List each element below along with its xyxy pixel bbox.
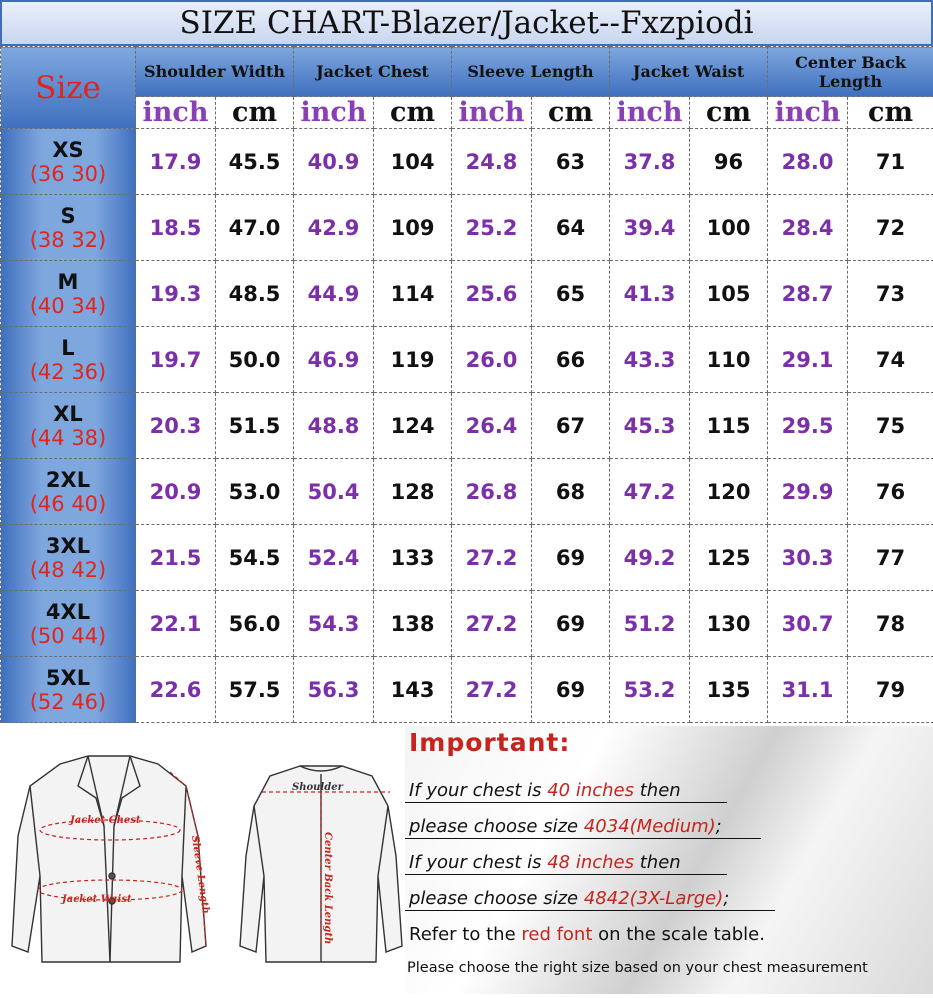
note-highlight: 48 inches bbox=[547, 852, 634, 873]
note-text: ; bbox=[716, 816, 722, 837]
unit-cm: cm bbox=[848, 97, 933, 129]
size-name: M bbox=[1, 270, 135, 294]
value-cm: 69 bbox=[532, 657, 610, 723]
size-label bbox=[1, 195, 136, 261]
value-inch: 22.6 bbox=[136, 657, 216, 723]
bottom-section bbox=[0, 726, 933, 994]
value-inch: 50.4 bbox=[294, 459, 374, 525]
size-label bbox=[1, 393, 136, 459]
unit-cm: cm bbox=[532, 97, 610, 129]
unit-cm: cm bbox=[690, 97, 768, 129]
value-inch: 29.9 bbox=[768, 459, 848, 525]
col-header-center-back-length: Center Back Length bbox=[768, 47, 933, 97]
label-jacket-waist: Jacket Waist bbox=[60, 894, 132, 905]
value-cm: 66 bbox=[532, 327, 610, 393]
unit-inch: inch bbox=[136, 97, 216, 129]
value-inch: 31.1 bbox=[768, 657, 848, 723]
table-row bbox=[1, 129, 933, 195]
size-alt: (50 44) bbox=[1, 624, 135, 648]
value-cm: 120 bbox=[690, 459, 768, 525]
label-shoulder: Shoulder bbox=[292, 782, 344, 793]
value-cm: 48.5 bbox=[216, 261, 294, 327]
value-cm: 78 bbox=[848, 591, 933, 657]
value-inch: 51.2 bbox=[610, 591, 690, 657]
table-row bbox=[1, 393, 933, 459]
table-row bbox=[1, 591, 933, 657]
size-name: S bbox=[1, 204, 135, 228]
table-row bbox=[1, 261, 933, 327]
value-inch: 52.4 bbox=[294, 525, 374, 591]
header-row bbox=[1, 47, 933, 97]
note-text: please choose size bbox=[409, 888, 584, 909]
value-inch: 39.4 bbox=[610, 195, 690, 261]
note-text: please choose size bbox=[409, 816, 584, 837]
value-cm: 119 bbox=[374, 327, 452, 393]
value-inch: 28.7 bbox=[768, 261, 848, 327]
value-inch: 30.3 bbox=[768, 525, 848, 591]
col-header-shoulder-width: Shoulder Width bbox=[136, 47, 294, 97]
jacket-illustration bbox=[0, 726, 405, 994]
size-name: 3XL bbox=[1, 534, 135, 558]
value-inch: 24.8 bbox=[452, 129, 532, 195]
size-alt: (44 38) bbox=[1, 426, 135, 450]
value-cm: 77 bbox=[848, 525, 933, 591]
underline bbox=[405, 910, 775, 911]
value-cm: 67 bbox=[532, 393, 610, 459]
value-inch: 48.8 bbox=[294, 393, 374, 459]
value-inch: 27.2 bbox=[452, 591, 532, 657]
value-inch: 28.4 bbox=[768, 195, 848, 261]
note-text: then bbox=[634, 852, 681, 873]
value-cm: 72 bbox=[848, 195, 933, 261]
value-cm: 128 bbox=[374, 459, 452, 525]
note-highlight: 40 inches bbox=[547, 780, 634, 801]
note-line-5 bbox=[409, 924, 765, 945]
value-cm: 109 bbox=[374, 195, 452, 261]
value-inch: 54.3 bbox=[294, 591, 374, 657]
value-cm: 133 bbox=[374, 525, 452, 591]
value-inch: 26.8 bbox=[452, 459, 532, 525]
value-inch: 26.0 bbox=[452, 327, 532, 393]
value-inch: 22.1 bbox=[136, 591, 216, 657]
size-name: 2XL bbox=[1, 468, 135, 492]
note-highlight: 4842(3X-Large) bbox=[584, 888, 723, 909]
size-alt: (46 40) bbox=[1, 492, 135, 516]
col-header-sleeve-length: Sleeve Length bbox=[452, 47, 610, 97]
value-cm: 51.5 bbox=[216, 393, 294, 459]
label-center-back-length: Center Back Length bbox=[322, 832, 333, 944]
note-text: on the scale table. bbox=[592, 924, 765, 945]
unit-inch: inch bbox=[610, 97, 690, 129]
size-name: L bbox=[1, 336, 135, 360]
note-text: ; bbox=[723, 888, 729, 909]
size-label bbox=[1, 261, 136, 327]
value-inch: 20.3 bbox=[136, 393, 216, 459]
value-inch: 19.7 bbox=[136, 327, 216, 393]
size-name: 4XL bbox=[1, 600, 135, 624]
label-sleeve-length: Sleeve Length bbox=[189, 835, 211, 915]
note-line-2 bbox=[409, 816, 722, 837]
size-label bbox=[1, 591, 136, 657]
value-inch: 27.2 bbox=[452, 525, 532, 591]
value-cm: 64 bbox=[532, 195, 610, 261]
important-heading: Important: bbox=[409, 728, 570, 757]
value-inch: 20.9 bbox=[136, 459, 216, 525]
value-inch: 40.9 bbox=[294, 129, 374, 195]
size-alt: (36 30) bbox=[1, 162, 135, 186]
value-inch: 28.0 bbox=[768, 129, 848, 195]
value-cm: 100 bbox=[690, 195, 768, 261]
note-text: Refer to the bbox=[409, 924, 521, 945]
unit-inch: inch bbox=[452, 97, 532, 129]
value-cm: 65 bbox=[532, 261, 610, 327]
size-label bbox=[1, 525, 136, 591]
underline bbox=[405, 802, 727, 803]
value-cm: 143 bbox=[374, 657, 452, 723]
value-cm: 54.5 bbox=[216, 525, 294, 591]
value-cm: 104 bbox=[374, 129, 452, 195]
value-inch: 37.8 bbox=[610, 129, 690, 195]
front-jacket-icon bbox=[12, 756, 206, 962]
col-header-jacket-waist: Jacket Waist bbox=[610, 47, 768, 97]
note-text: If your chest is bbox=[409, 852, 547, 873]
unit-inch: inch bbox=[768, 97, 848, 129]
table-row bbox=[1, 459, 933, 525]
value-inch: 46.9 bbox=[294, 327, 374, 393]
note-line-3 bbox=[409, 852, 681, 873]
note-highlight: 4034(Medium) bbox=[584, 816, 716, 837]
table-row bbox=[1, 525, 933, 591]
value-inch: 18.5 bbox=[136, 195, 216, 261]
value-inch: 17.9 bbox=[136, 129, 216, 195]
note-line-1 bbox=[409, 780, 681, 801]
value-cm: 135 bbox=[690, 657, 768, 723]
value-cm: 69 bbox=[532, 591, 610, 657]
value-cm: 130 bbox=[690, 591, 768, 657]
value-cm: 73 bbox=[848, 261, 933, 327]
chart-title: SIZE CHART-Blazer/Jacket--Fxzpiodi bbox=[0, 0, 933, 46]
value-cm: 56.0 bbox=[216, 591, 294, 657]
value-cm: 96 bbox=[690, 129, 768, 195]
underline bbox=[405, 874, 727, 875]
size-alt: (42 36) bbox=[1, 360, 135, 384]
value-cm: 68 bbox=[532, 459, 610, 525]
value-inch: 43.3 bbox=[610, 327, 690, 393]
jacket-diagram bbox=[0, 726, 405, 994]
value-inch: 30.7 bbox=[768, 591, 848, 657]
value-inch: 47.2 bbox=[610, 459, 690, 525]
value-inch: 21.5 bbox=[136, 525, 216, 591]
note-highlight: red font bbox=[521, 924, 592, 945]
col-header-jacket-chest: Jacket Chest bbox=[294, 47, 452, 97]
value-inch: 53.2 bbox=[610, 657, 690, 723]
value-cm: 71 bbox=[848, 129, 933, 195]
value-cm: 50.0 bbox=[216, 327, 294, 393]
value-cm: 63 bbox=[532, 129, 610, 195]
note-line-6: Please choose the right size based on your chest measurement bbox=[407, 960, 868, 976]
value-cm: 138 bbox=[374, 591, 452, 657]
size-alt: (48 42) bbox=[1, 558, 135, 582]
size-label bbox=[1, 459, 136, 525]
size-header: Size bbox=[1, 47, 136, 129]
note-text: If your chest is bbox=[409, 780, 547, 801]
size-alt: (40 34) bbox=[1, 294, 135, 318]
size-label bbox=[1, 327, 136, 393]
value-cm: 125 bbox=[690, 525, 768, 591]
value-cm: 45.5 bbox=[216, 129, 294, 195]
value-inch: 49.2 bbox=[610, 525, 690, 591]
size-name: 5XL bbox=[1, 666, 135, 690]
value-inch: 44.9 bbox=[294, 261, 374, 327]
note-text: then bbox=[634, 780, 681, 801]
size-alt: (38 32) bbox=[1, 228, 135, 252]
size-name: XL bbox=[1, 402, 135, 426]
size-alt: (52 46) bbox=[1, 690, 135, 714]
value-cm: 124 bbox=[374, 393, 452, 459]
value-cm: 114 bbox=[374, 261, 452, 327]
unit-cm: cm bbox=[216, 97, 294, 129]
value-inch: 27.2 bbox=[452, 657, 532, 723]
size-name: XS bbox=[1, 138, 135, 162]
value-inch: 29.5 bbox=[768, 393, 848, 459]
value-inch: 42.9 bbox=[294, 195, 374, 261]
size-table bbox=[0, 46, 933, 723]
value-cm: 74 bbox=[848, 327, 933, 393]
value-cm: 57.5 bbox=[216, 657, 294, 723]
value-cm: 76 bbox=[848, 459, 933, 525]
unit-row bbox=[1, 97, 933, 129]
important-notes bbox=[405, 726, 933, 994]
value-cm: 53.0 bbox=[216, 459, 294, 525]
size-label bbox=[1, 657, 136, 723]
value-inch: 45.3 bbox=[610, 393, 690, 459]
value-inch: 26.4 bbox=[452, 393, 532, 459]
label-jacket-chest: Jacket Chest bbox=[68, 815, 141, 826]
value-inch: 41.3 bbox=[610, 261, 690, 327]
value-cm: 110 bbox=[690, 327, 768, 393]
value-cm: 69 bbox=[532, 525, 610, 591]
unit-inch: inch bbox=[294, 97, 374, 129]
value-cm: 47.0 bbox=[216, 195, 294, 261]
table-row bbox=[1, 195, 933, 261]
value-cm: 75 bbox=[848, 393, 933, 459]
underline bbox=[405, 838, 761, 839]
table-row bbox=[1, 657, 933, 723]
value-inch: 19.3 bbox=[136, 261, 216, 327]
value-inch: 29.1 bbox=[768, 327, 848, 393]
value-cm: 105 bbox=[690, 261, 768, 327]
value-inch: 56.3 bbox=[294, 657, 374, 723]
value-inch: 25.2 bbox=[452, 195, 532, 261]
value-cm: 115 bbox=[690, 393, 768, 459]
table-row bbox=[1, 327, 933, 393]
value-inch: 25.6 bbox=[452, 261, 532, 327]
unit-cm: cm bbox=[374, 97, 452, 129]
note-line-4 bbox=[409, 888, 729, 909]
size-label bbox=[1, 129, 136, 195]
value-cm: 79 bbox=[848, 657, 933, 723]
